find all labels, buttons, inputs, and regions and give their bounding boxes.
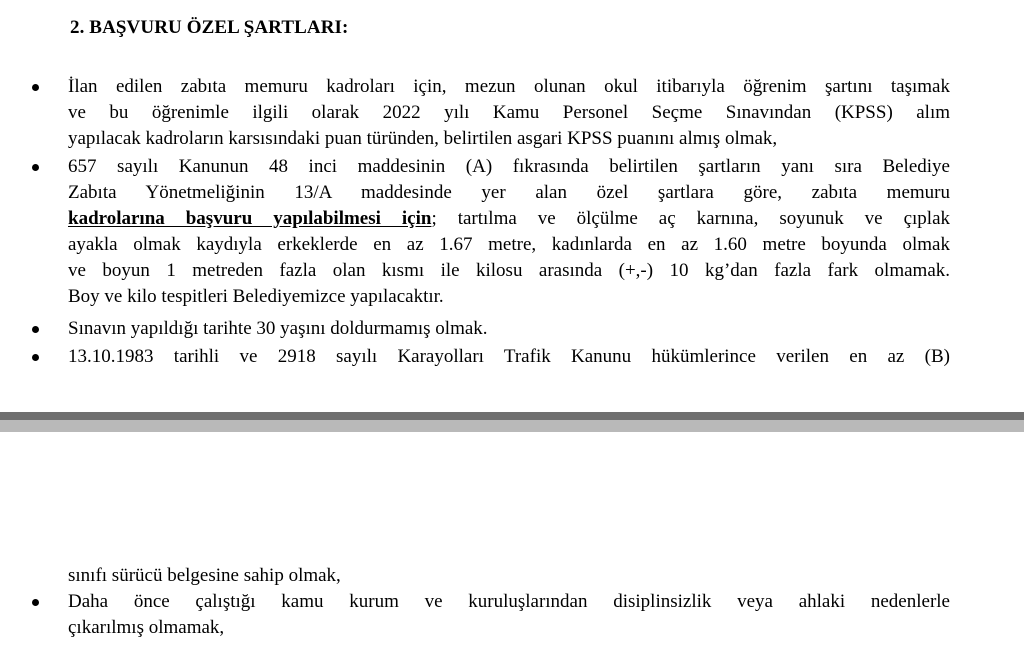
bullet-icon: [32, 354, 39, 361]
list-item-age: [68, 316, 950, 342]
list-item-physical-requirements: [68, 154, 950, 310]
bullet-icon: [32, 84, 39, 91]
text-line: 13.10.1983 tarihli ve 2918 sayılı Karayolları Trafik Kanunu hükümlerince verilen en az (B): [68, 346, 950, 367]
continuation-text: [68, 563, 950, 589]
text-line: ve bu öğrenimle ilgili olarak 2022 yılı Kamu Personel Seçme Sınavından (KPSS) alım: [68, 102, 950, 123]
emphasis-text: kadrolarına başvuru yapılabilmesi için: [68, 208, 432, 229]
text-line: ayakla olmak kaydıyla erkeklerde en az 1.67 metre, kadınlarda en az 1.60 metre boyunda olmak: [68, 234, 950, 255]
text-line: yapılacak kadroların karsısındaki puan türünden, belirtilen asgari KPSS puanını almış olmak,: [68, 128, 778, 149]
document-page-2: [0, 432, 1024, 655]
text-line: Daha önce çalıştığı kamu kurum ve kuruluşlarından disiplinsizlik veya ahlaki nedenlerle: [68, 591, 950, 612]
page-separator: [0, 412, 1024, 432]
text-line: sınıfı sürücü belgesine sahip olmak,: [68, 565, 341, 586]
text-line-rest: ; tartılma ve ölçülme aç karnına, soyunuk ve çıplak: [431, 208, 950, 229]
text-line: Zabıta Yönetmeliğinin 13/A maddesinde yer alan özel şartlara göre, zabıta memuru: [68, 182, 950, 203]
bullet-icon: [32, 599, 39, 606]
text-line: 657 sayılı Kanunun 48 inci maddesinin (A) fıkrasında belirtilen şartların yanı sıra Belediye: [68, 156, 950, 177]
bullet-icon: [32, 326, 39, 333]
list-item-education: [68, 74, 950, 152]
text-line: Boy ve kilo tespitleri Belediyemizce yapılacaktır.: [68, 286, 444, 307]
list-item-driving-license: [68, 344, 950, 370]
text-line: [68, 206, 950, 232]
bullet-icon: [32, 164, 39, 171]
list-item-discipline: [68, 589, 950, 641]
section-heading: 2. BAŞVURU ÖZEL ŞARTLARI:: [70, 17, 349, 38]
text-line: İlan edilen zabıta memuru kadroları için, mezun olunan okul itibarıyla öğrenim şartını taşımak: [68, 76, 950, 97]
text-line: çıkarılmış olmamak,: [68, 617, 225, 638]
text-line: Sınavın yapıldığı tarihte 30 yaşını doldurmamış olmak.: [68, 318, 488, 339]
text-line: ve boyun 1 metreden fazla olan kısmı ile kilosu arasında (+,-) 10 kg’dan fazla fark olmamak.: [68, 260, 950, 281]
